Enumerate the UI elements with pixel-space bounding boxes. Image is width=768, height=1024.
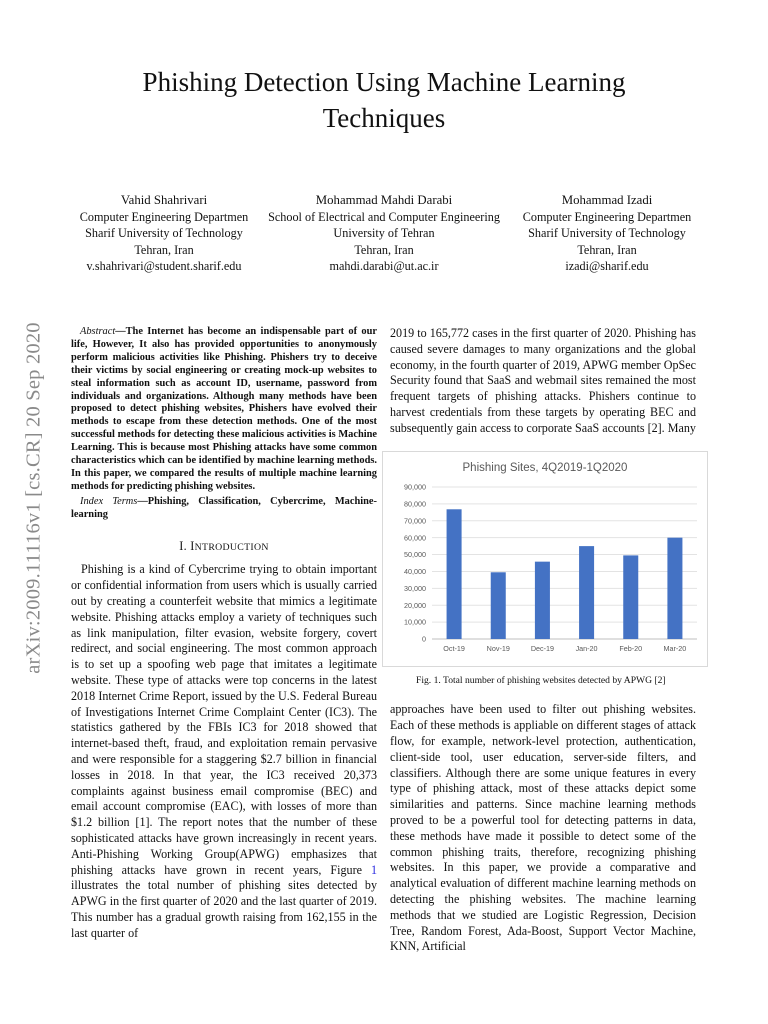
author-department: School of Electrical and Computer Engineering xyxy=(268,209,500,224)
chart-x-tick-label: Jan-20 xyxy=(575,643,598,653)
index-terms-label: Index Terms xyxy=(80,495,138,507)
chart-y-tick-label: 80,000 xyxy=(404,499,426,509)
chart-x-tick-label: Nov-19 xyxy=(486,643,510,653)
chart-bar-nov-19 xyxy=(491,572,506,639)
author-email: v.shahrivari@student.sharif.edu xyxy=(86,259,242,274)
phishing-sites-bar-chart xyxy=(382,451,708,667)
chart-bar-mar-20 xyxy=(667,537,682,638)
author-affiliation: Sharif University of Technology xyxy=(85,226,243,241)
author-city: Tehran, Iran xyxy=(354,242,414,257)
author-name: Vahid Shahrivari xyxy=(120,193,208,207)
author-1 xyxy=(56,192,272,275)
chart-bar-jan-20 xyxy=(579,546,594,639)
section-title: NTRODUCTION xyxy=(194,541,269,553)
intro-paragraph xyxy=(71,562,377,941)
figure-caption: Fig. 1. Total number of phishing websites detected by APWG [2] xyxy=(416,674,666,686)
figure-1 xyxy=(382,451,708,667)
chart-bar-dec-19 xyxy=(535,561,550,638)
chart-x-tick-label: Dec-19 xyxy=(530,643,555,653)
chart-y-tick-label: 70,000 xyxy=(404,515,426,525)
chart-x-tick-label: Feb-20 xyxy=(619,643,643,653)
chart-y-tick-label: 30,000 xyxy=(404,583,426,593)
author-email: mahdi.darabi@ut.ac.ir xyxy=(329,259,439,274)
section-numeral: I. I xyxy=(179,538,195,553)
chart-x-tick-label: Mar-20 xyxy=(663,643,687,653)
abstract-dash: — xyxy=(115,326,126,337)
left-column xyxy=(71,326,377,942)
chart-bar-oct-19 xyxy=(447,509,462,639)
author-2 xyxy=(256,192,512,275)
intro-text-2: illustrates the total number of phishing sites detected by APWG in the first quarter of 2020 and the last quarter of 2019. This number has a gradual growth raising from 162,155 in the last quarter of xyxy=(71,878,377,940)
chart-y-tick-label: 50,000 xyxy=(404,549,426,559)
chart-y-tick-label: 40,000 xyxy=(404,566,426,576)
chart-x-tick-label: Oct-19 xyxy=(443,643,465,653)
abstract-label: Abstract xyxy=(80,326,116,337)
index-terms xyxy=(71,496,377,522)
author-affiliation: Sharif University of Technology xyxy=(528,226,686,241)
author-affiliation: University of Tehran xyxy=(333,226,435,241)
intro-paragraph-after-figure: approaches have been used to filter out phishing websites. Each of these methods is appliable on different stages of attack flow, for example, network-level protection, authentication, client-side tool, user education, server-side filters, and classifiers. Although there are some unique features in every type of phishing attack, most of these attacks depict some similarities and patterns. Since machine learning methods proved to be a powerful tool for detecting patterns in data, these methods have made it possible to detect some of the common phishing traits, therefore, recognizing phishing websites. In this paper, we provide a comparative and analytical evaluation of different machine learning methods on detecting the phishing websites. The machine learning methods that we studied are Logistic Regression, Decision Tree, Random Forest, Ada-Boost, Support Vector Machine, KNN, Artificial xyxy=(390,702,696,954)
chart-y-tick-label: 60,000 xyxy=(404,532,426,542)
author-3 xyxy=(499,192,715,275)
chart-title: Phishing Sites, 4Q2019-1Q2020 xyxy=(462,461,628,474)
chart-y-tick-label: 90,000 xyxy=(404,482,426,492)
arxiv-sidebar xyxy=(14,268,54,728)
author-block xyxy=(0,192,768,282)
figure-1-link[interactable]: 1 xyxy=(370,862,377,877)
abstract-text: The Internet has become an indispensable part of our life, However, It also has provided opportunities to anonymously perform malicious activities like Phishing. Phishers try to deceive their victims by social engineering or creating mock-up websites to steal information such as account ID, username, password from individuals and organizations. Although many methods have been proposed to detect phishing websites, Phishers have evolved their methods to escape from these detection methods. One of the most successful methods for detecting these malicious activities is Machine Learning. This is because most Phishing attacks have some common characteristics which can be identified by machine learning methods. In this paper, we compared the results of multiple machine learning methods for predicting phishing websites. xyxy=(71,326,377,492)
abstract xyxy=(71,326,377,494)
author-city: Tehran, Iran xyxy=(134,242,194,257)
title-line-1: Phishing Detection Using Machine Learning xyxy=(142,67,626,97)
arxiv-identifier: arXiv:2009.11116v1 [cs.CR] 20 Sep 2020 xyxy=(22,322,45,674)
intro-text-1: Phishing is a kind of Cybercrime trying to obtain important or confidential information from users which is usually carried out by creating a counterfeit website that mimics a legitimate website. Phishing attacks employ a variety of techniques such as link manipulation, filter evasion, website forgery, covert redirect, and social engineering. The most common approach is to set up a spoofing web page that imitates a legitimate website. These type of attacks were top concerns in the latest 2018 Internet Crime Report, issued by the U.S. Federal Bureau of Investigations Internet Crime Complaint Center (IC3). The statistics gathered by the FBIs IC3 for 2018 showed that internet-based theft, fraud, and exploitation remain pervasive and were responsible for a staggering $2.7 billion in financial losses in 2018. In that year, the IC3 received 20,373 complaints against business email compromise (BEC) and email account compromise (EAC), with losses of more than $1.2 billion [1]. The report notes that the number of these sophisticated attacks have grown increasingly in recent years. Anti-Phishing Working Group(APWG) emphasizes that phishing attacks have grown in recent years, Figure xyxy=(71,562,377,877)
chart-y-tick-label: 20,000 xyxy=(404,600,426,610)
chart-y-tick-label: 0 xyxy=(422,634,426,644)
author-city: Tehran, Iran xyxy=(577,242,637,257)
author-name: Mohammad Izadi xyxy=(561,193,653,207)
chart-y-tick-label: 10,000 xyxy=(404,617,426,627)
paper-title xyxy=(0,64,768,136)
index-terms-dash: — xyxy=(137,495,148,507)
chart-bar-feb-20 xyxy=(623,555,638,639)
author-department: Computer Engineering Departmen xyxy=(79,209,249,224)
section-heading-introduction xyxy=(71,539,377,556)
intro-paragraph-continued: 2019 to 165,772 cases in the first quarter of 2020. Phishing has caused severe damages to many organizations and the global economy, in the fourth quarter of 2019, APWG member OpSec Security found that SaaS and webmail sites remained the most frequent targets of phishing attacks. Phishers continue to harvest credentials from these targets by operating BEC and subsequently gain access to corporate SaaS accounts [2]. Many xyxy=(390,326,696,435)
author-email: izadi@sharif.edu xyxy=(565,259,649,274)
title-line-2: Techniques xyxy=(322,103,446,133)
author-department: Computer Engineering Departmen xyxy=(522,209,692,224)
index-terms-text: Phishing, Classification, Cybercrime, Machine-learning xyxy=(71,495,377,520)
right-column xyxy=(390,326,696,955)
author-name: Mohammad Mahdi Darabi xyxy=(315,193,453,207)
